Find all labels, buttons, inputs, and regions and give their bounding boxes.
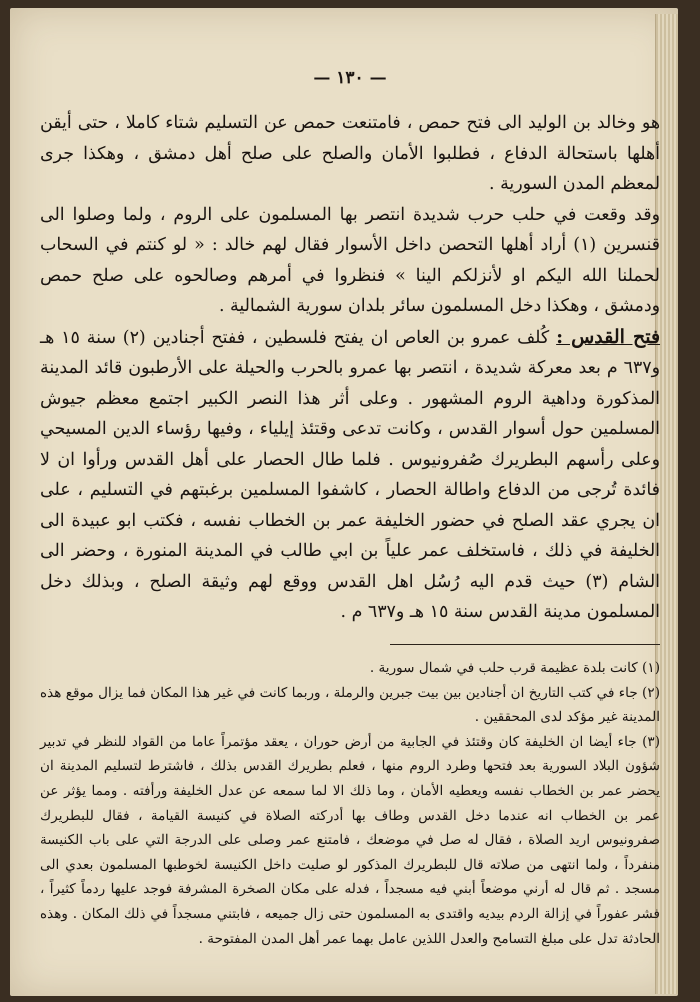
- paragraph: وقد وقعت في حلب حرب شديدة انتصر بها المسلمون على الروم ، ولما وصلوا الى قنسرين (١) أراد أهلها التحصن داخل الأسوار فقال لهم خالد : « لو كنتم في السحاب لحملنا الله اليكم او لأنزلكم الينا » فنظروا في أمرهم وصالحوه على صلح حمص ودمشق ، وهكذا دخل المسلمون سائر بلدان سورية الشمالية .: [40, 204, 660, 316]
- footnote-divider: [390, 644, 660, 645]
- footnotes: [40, 656, 660, 951]
- section-paragraph: [40, 322, 660, 628]
- paragraph: هو وخالد بن الوليد الى فتح حمص ، فامتنعت حمص عن التسليم شتاء كاملا ، حتى أيقن أهلها باستحالة الدفاع ، فطلبوا الأمان والصلح على صلح أهل دمشق ، وهكذا جرى لمعظم المدن السورية .: [40, 113, 660, 194]
- main-text: [40, 108, 660, 628]
- footnote: (٢) جاء في كتب التاريخ ان أجنادين بين بيت جبرين والرملة ، وربما كانت في غير هذا المكان فما يزال موقع هذه المدينة غير مؤكد لدى المحققين .: [40, 684, 660, 726]
- section-heading: فتح القدس :: [556, 325, 661, 348]
- footnote: (١) كانت بلدة عظيمة قرب حلب في شمال سورية .: [369, 660, 660, 676]
- footnote: (٣) جاء أيضا ان الخليفة كان وقتئذ في الجابية من أرض حوران ، يعقد مؤتمراً عاما من القواد للنظر في تدبير شؤون البلاد السورية بعد فتحها وطرد الروم منها ، فعلم بطريرك القدس بذلك ، فاشترط لتسليم المدينة ان يحضر عمر بن الخطاب نفسه ويعطيه الأمان ، وما ذلك الا لما سمعه عن عدل الخليفة ورأفته . ومما يؤثر عن عمر بن الخطاب انه عندما دخل القدس وطاف بها أدركته الصلاة في كنيسة القيامة ، فقال للبطريرك صفرونيوس اريد الصلاة ، فقال له صل في موضعك ، فامتنع عمر وصلى على الدرجة التي على باب الكنيسة منفرداً ، ولما انتهى من صلاته قال للبطريرك المذكور لو صليت داخل الكنيسة لخوطبها المسلمون بعدي الى مسجد . ثم قال له أرني موضعاً أبني فيه مسجداً ، فدله على مكان الصخرة المشرفة فوجد عليها ردماً كثيراً ، فشر عفوراً في إزالة الردم بيديه واقتدى به المسلمون حتى زال جميعه ، فابتني مسجداً في ذلك المكان . وهذه الحادثة تدل على مبلغ التسامح والعدل اللذين عامل بهما عمر أهل المدن المفتوحة .: [40, 733, 660, 947]
- book-page: [10, 8, 678, 996]
- section-text: كُلف عمرو بن العاص ان يفتح فلسطين ، ففتح أجنادين (٢) سنة ١٥ هـ و٦٣٧ م بعد معركة شديدة ، انتصر بها عمرو بالحرب والحيلة على الأرطبون قائد المدينة المذكورة وداهية الروم المشهور . وعلى أثر هذا النصر الكبير اجتمع معظم جيوش المسلمين حول أسوار القدس ، وكانت تدعى وقتئذ إيلياء ، وفيها رؤساء الدين المسيحي وعلى رأسهم البطريرك صُفرونيوس . فلما طال الحصار على أهل القدس ورأوا ان لا فائدة تُرجى من الدفاع واطالة الحصار ، كاشفوا المسلمين برغبتهم في التسليم ، على ان يجري عقد الصلح في حضور الخليفة عمر بن الخطاب نفسه ، فكتب ابو عبيدة الى الخليفة في ذلك ، فاستخلف عمر علياً بن ابي طالب في المدينة المنورة ، وحضر الى الشام (٣) حيث قدم اليه رُسُل اهل القدس ووقع لهم وثيقة الصلح ، وبذلك دخل المسلمون مدينة القدس سنة ١٥ هـ و٦٣٧ م .: [40, 327, 660, 622]
- page-number: — ١٣٠ —: [313, 68, 387, 88]
